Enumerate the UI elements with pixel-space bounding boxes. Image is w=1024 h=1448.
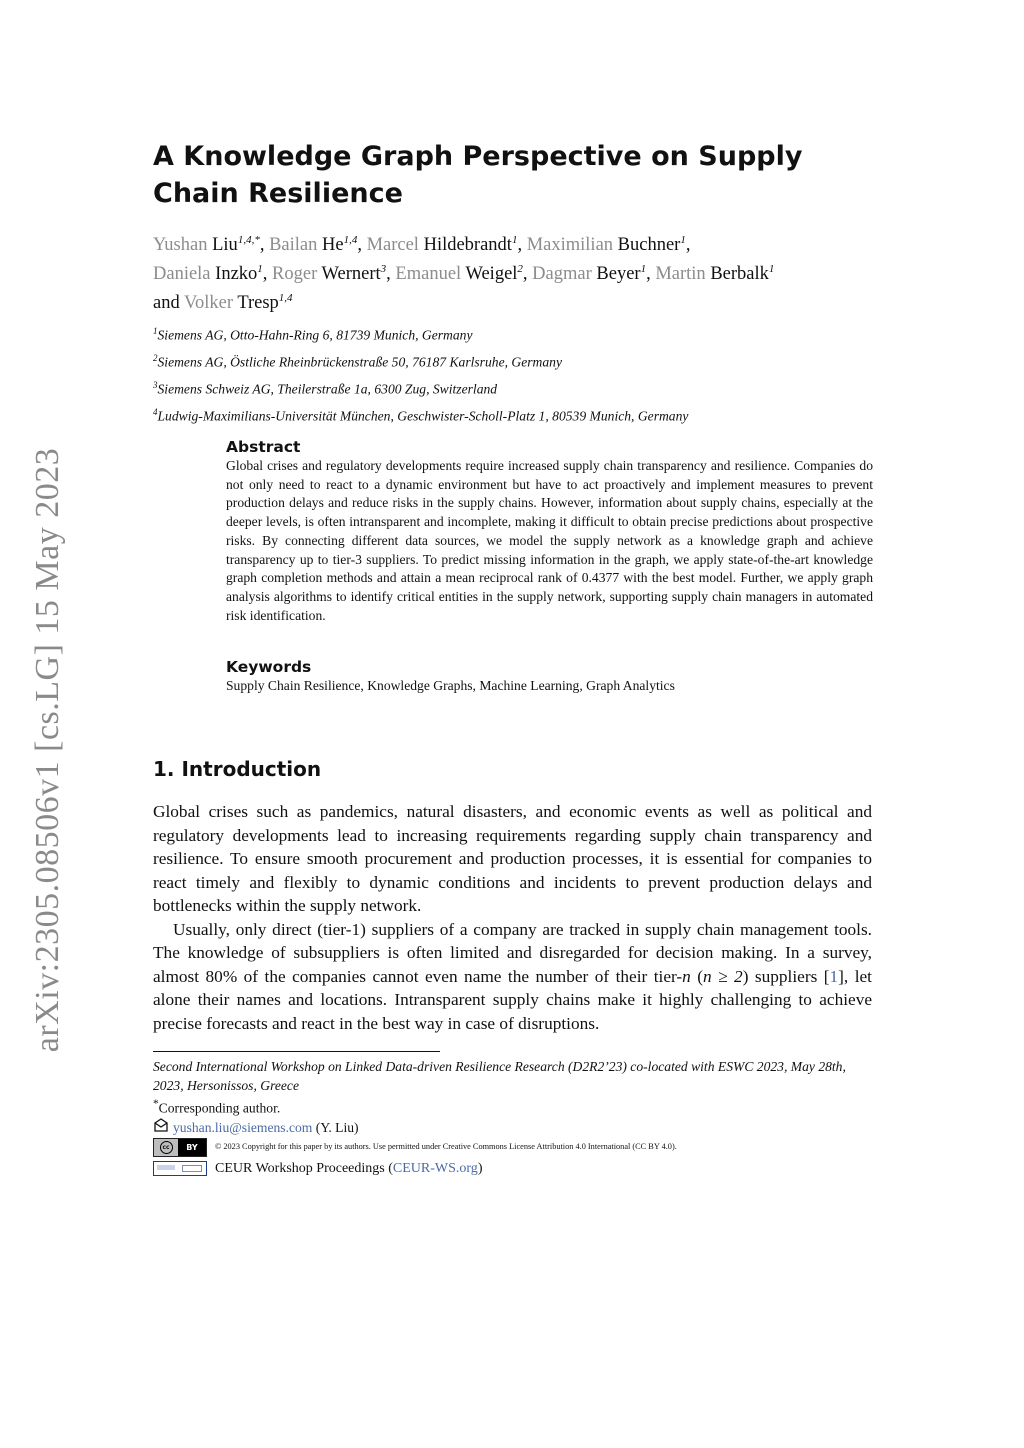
license-row [153,1138,873,1157]
author-list [153,228,883,315]
arxiv-sidebar [8,440,88,1060]
envelope-icon [153,1118,169,1137]
author-item: Bailan He$^{1,4}$, [269,234,367,256]
author-item: Dagmar Beyer$^1$, [532,263,656,285]
author-item: Daniela Inzko$^1$, [153,263,273,285]
introduction-body [153,800,872,1035]
author-item: Marcel Hildebrandt$^1$, [366,234,527,256]
license-text: © 2023 Copyright for this paper by its authors. Use permitted under Creative Commons License Attribution 4.0 International (CC BY 4.0). [215,1142,677,1152]
keywords-heading: Keywords [226,658,312,676]
author-item: Volker Tresp$^{1,4}$ [184,292,293,314]
cc-icon: cc [160,1141,173,1154]
keywords-section [226,657,873,696]
footnote-rule [153,1051,440,1052]
author-item: Roger Wernert$^3$, [272,263,396,285]
introduction-heading: 1. Introduction [153,757,322,781]
affiliation-item: $^4$Ludwig-Maximilians-Universität München, Geschwister-Scholl-Platz 1, 80539 Munich, Germany [153,406,689,424]
email-link[interactable]: yushan.liu@siemens.com [173,1119,313,1135]
affiliation-item: $^3$Siemens Schweiz AG, Theilerstraße 1a, 6300 Zug, Switzerland [153,379,498,397]
author-and: and [153,293,180,314]
abstract-text: Global crises and regulatory developments require increased supply chain transparency and resilience. Companies do not only need to react to a dynamic environment but have to act proactively and implement measures to prevent production delays and reduce risks in the supply chains. However, information about supply chains, especially at the deeper levels, is often intransparent and incomplete, making it difficult to obtain precise predictions about prospective risks. By connecting different data sources, we model the supply network as a knowledge graph and achieve transparency up to tier-3 suppliers. To predict missing information in the graph, we apply state-of-the-art knowledge graph completion methods and attain a mean reciprocal rank of 0.4377 with the best model. Further, we apply graph analysis algorithms to identify critical entities in the supply network, supporting supply chain managers in automated risk identification. [226,458,873,623]
ceur-row: CEUR Workshop Proceedings (CEUR-WS.org) [153,1160,873,1178]
abstract-section [226,437,873,625]
affiliation-item: $^1$Siemens AG, Otto-Hahn-Ring 6, 81739 Munich, Germany [153,326,473,343]
venue-note: Second International Workshop on Linked Data-driven Resilience Research (D2R2’23) co-located with ESWC 2023, May 28th, 2023, Hersonissos, Greece [153,1059,846,1093]
corresponding-note: *Corresponding author. [153,1098,281,1116]
abstract-heading: Abstract [226,438,301,456]
by-icon: BY [178,1139,206,1156]
cc-by-badge [153,1138,207,1157]
footnotes [153,1057,873,1178]
intro-paragraph-2: Usually, only direct (tier-1) suppliers of a company are tracked in supply chain management tools. The knowledge of subsuppliers is often limited and disregarded for decision making. In a survey, almost 80% of the companies cannot even name the number of their tier-n (n ≥ 2) suppliers [1], let alone their names and locations. Intransparent supply chains make it highly challenging to achieve precise forecasts and react in the best way in case of disruptions. [153,919,872,1033]
author-item: Emanuel Weigel$^2$, [395,263,533,285]
author-item: Yushan Liu$^{1,4,*}$, [153,234,270,256]
author-item: Maximilian Buchner$^1$, [526,234,691,256]
affiliations [153,320,873,428]
ceur-link[interactable]: CEUR-WS.org [392,1160,478,1176]
author-item: Martin Berbalk$^1$ [655,263,775,285]
email-row: yushan.liu@siemens.com (Y. Liu) [153,1118,873,1137]
affiliation-item: $^2$Siemens AG, Östliche Rheinbrückenstraße 50, 76187 Karlsruhe, Germany [153,352,562,370]
arxiv-identifier: arXiv:2305.08506v1 [cs.LG] 15 May 2023 [29,447,66,1053]
paper-title: A Knowledge Graph Perspective on Supply Chain Resilience [153,141,803,209]
keywords-text: Supply Chain Resilience, Knowledge Graphs, Machine Learning, Graph Analytics [226,678,675,693]
citation-link[interactable]: 1 [829,966,839,986]
ceur-logo [153,1161,207,1176]
intro-paragraph-1: Global crises such as pandemics, natural disasters, and economic events as well as political and regulatory developments lead to increasing requirements regarding supply chain transparency and resilience. To ensure smooth procurement and production processes, it is essential for companies to react timely and flexibly to dynamic conditions and incidents to prevent production delays and bottlenecks within the supply network. [153,802,872,915]
